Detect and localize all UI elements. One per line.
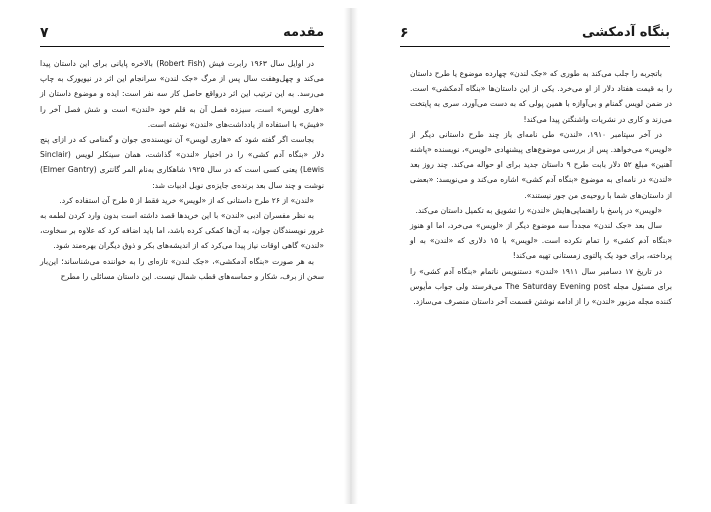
left-page-running-title: مقدمه [283,25,324,40]
right-page-running-title: بنگاه آدمکشی [582,25,670,40]
left-paragraph: بجاست اگر گفته شود که «هاری لویس» آن نویسنده‌ی جوان و گمنامی که در ازای پنج دلار «بنگاه آدم کشی» را در اختیار «لندن» گذاشت، همان سینکلر لویس (Sinclair Lewis) یعنی کسی است که در سال ۱۹۲۵ شاهکاری به‌نام المر گانتری (Elmer Gantry) نوشت و چند سال بعد برنده‌ی جایزه‌ی نوبل ادبیات شد: [40,135,324,190]
right-paragraph: در تاریخ ۱۷ دسامبر سال ۱۹۱۱ «لندن» دستنویس ناتمام «بنگاه آدم کشی» را برای مسئول مجله The Saturday Evening post می‌فرستد ولی جواب مأیوس کننده مجله مزبور «لندن» را از ادامه نوشتن قسمت آخر داستان منصرف می‌سازد. [410,266,672,307]
left-paragraph: در اوایل سال ۱۹۶۳ رابرت فیش (Robert Fish) بالاخره پایانی برای این داستان پیدا می‌کند و چهل‌وهفت سال پس از مرگ «جک لندن» سرانجام این اثر در نیویورک به چاپ می‌رسد. به این ترتیب این اثر درواقع حاصل کار سه نفر است: ایده و موضوع داستان از «هاری لویس» است، سیزده فصل آن به قلم خود «لندن» است و شش فصل آخر را «فیش» با استفاده از یادداشت‌های «لندن» نوشته است. [40,59,324,129]
right-page-header [400,24,670,46]
left-paragraph: به هر صورت «بنگاه آدمکشی»، «جک لندن» تازه‌ای را به خواننده می‌شناساند؛ این‌بار سخن از برف، شکار و حماسه‌های قطب شمال نیست. این داستان مسائلی را مطرح [40,256,324,281]
right-paragraph: باتجربه را جلب می‌کند به طوری که «جک لندن» چهارده موضوع یا طرح داستان را به قیمت هفتاد دلار از او می‌خرد. یکی از این داستان‌ها «بنگاه آدمکشی» است. در ضمن لویس گمنام و بی‌آوازه با همین پولی که به دست می‌آورد، سری به پایتخت می‌زند و کاری در نشریات واشنگتن پیدا می‌کند! [410,69,672,124]
right-page-body [410,66,672,309]
left-header-rule [40,46,324,47]
right-paragraph: در آخر سپتامبر ۱۹۱۰، «لندن» طی نامه‌ای باز چند طرح داستانی دیگر از «لویس» می‌خواهد. پس از بررسی موضوع‌های پیشنهادی «لویس»، نویسنده «پاشنه آهنین» مبلغ ۵۲ دلار بابت طرح ۹ داستان جدید برای او حواله می‌کند. چند روز بعد «لندن» در نامه‌ای به موضوع «بنگاه آدم کشی» اشاره می‌کند و می‌نویسد: «بعضی از داستان‌های شما با روحیه‌ی من جور نیستند». [410,129,672,200]
right-paragraph: «لویس» در پاسخ با راهنمایی‌هایش «لندن» را تشویق به تکمیل داستان می‌کند. [415,205,662,215]
right-header-rule [400,46,670,47]
left-page-number: ۷ [40,25,49,41]
left-paragraph: به نظر مفسران ادبی «لندن» با این خریدها قصد داشته است بدون وارد کردن لطمه به غرور نویسندگان جوان، به آن‌ها کمکی کرده باشد، اما باید اضافه کرد که علاوه بر سخاوت، «لندن» گاهی اوقات نیاز پیدا می‌کرد که از اندیشه‌های بکر و ذوق دیگران بهره‌مند شود. [40,211,324,251]
left-page-header [40,24,324,46]
book-gutter [344,8,358,504]
left-page-body [40,56,324,284]
left-page [0,0,344,512]
right-paragraph: سال بعد «جک لندن» مجدداً سه موضوع دیگر از «لویس» می‌خرد، اما او هنوز «بنگاه آدم کشی» را تمام نکرده است. «لویس» با ۱۵ دلاری که «لندن» به او پرداخته، برای خود یک پالتوی زمستانی تهیه می‌کند! [410,221,672,261]
right-page [358,0,711,512]
right-page-number: ۶ [400,25,409,41]
left-paragraph: «لندن» از ۲۶ طرح داستانی که از «لویس» خرید فقط از ۵ طرح آن استفاده کرد. [59,195,314,205]
